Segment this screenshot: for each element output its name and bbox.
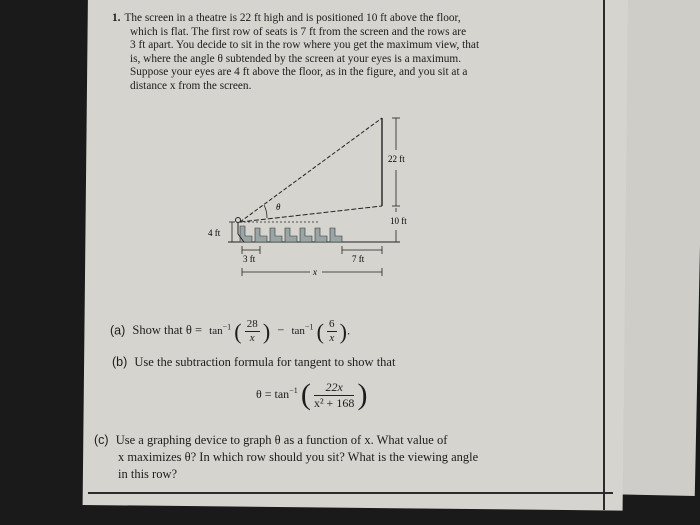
part-a-num-2: 6	[329, 318, 335, 330]
problem-line-3: 3 ft apart. You decide to sit in the row where you get the maximum view, that	[130, 39, 480, 52]
problem-line-2: which is flat. The first row of seats is 7 ft from the screen and the rows are	[130, 25, 467, 38]
sight-line-top	[240, 118, 382, 222]
page-border-bottom	[88, 492, 613, 494]
part-a-frac-1	[245, 318, 260, 345]
part-a-den-2: x	[329, 332, 335, 344]
problem-statement	[112, 12, 592, 94]
angle-theta-label: θ	[276, 202, 281, 212]
part-c-label: (c)	[94, 433, 109, 447]
first-row-label: 7 ft	[352, 254, 365, 264]
angle-arc	[264, 205, 267, 218]
part-b-formula: $\theta = \tan^{-1}$ ( $\frac{22x}{\text{x² + 168}}$ )	[256, 378, 368, 411]
part-a-tan-1: $\tan^{-1}$	[209, 322, 232, 338]
part-c-line-3: in this row?	[118, 467, 178, 481]
part-a: (a) Show that $\theta = \tan^{-1}$ ( $\frac{28}{x}$ ) − $\tan^{-1}$ ( $\frac{6}{x}$ ).	[110, 318, 351, 344]
problem-line-4: is, where the angle θ subtended by the screen at your eyes is a maximum.	[130, 52, 462, 65]
part-a-tan-2: $\tan^{-1}$	[291, 322, 314, 338]
part-a-frac-2	[327, 318, 337, 345]
part-b-numerator: 22x	[314, 380, 354, 396]
screen-height-label: 22 ft	[388, 154, 405, 164]
theatre-figure	[200, 110, 440, 285]
part-b-text: Use the subtraction formula for tangent to show that	[134, 355, 396, 369]
base-height-label: 10 ft	[390, 216, 407, 226]
part-a-den-1: x	[249, 332, 255, 344]
row-gap-label: 3 ft	[243, 254, 256, 264]
part-b-label: (b)	[112, 355, 128, 369]
part-b-fraction	[314, 380, 354, 411]
problem-line-6: distance x from the screen.	[130, 79, 252, 92]
part-b-denominator: x² + 168	[313, 395, 355, 410]
part-b	[112, 355, 395, 370]
part-a-num-1: 28	[246, 318, 258, 330]
sight-line-bottom	[240, 206, 382, 222]
eye-height-label: 4 ft	[208, 228, 221, 238]
problem-line-5: Suppose your eyes are 4 ft above the floor, as in the figure, and you sit at a	[130, 66, 468, 79]
problem-line-1: The screen in a theatre is 22 ft high and is positioned 10 ft above the floor,	[124, 12, 461, 24]
distance-label: x	[313, 267, 317, 277]
seat-rows	[240, 226, 342, 242]
part-a-text: Show that θ =	[132, 323, 203, 338]
part-a-fraction-1: (	[234, 318, 242, 344]
part-a-label: (a)	[110, 323, 126, 338]
part-b-lhs: $\theta = \tan^{-1}$	[256, 385, 298, 401]
part-a-minus: −	[277, 323, 285, 338]
part-c-line-1: Use a graphing device to graph θ as a function of x. What value of	[115, 433, 448, 447]
problem-number: 1.	[112, 12, 121, 24]
page-border-right	[603, 0, 605, 510]
part-c	[94, 432, 478, 483]
part-c-line-2: x maximizes θ? In which row should you sit? What is the viewing angle	[118, 450, 479, 464]
